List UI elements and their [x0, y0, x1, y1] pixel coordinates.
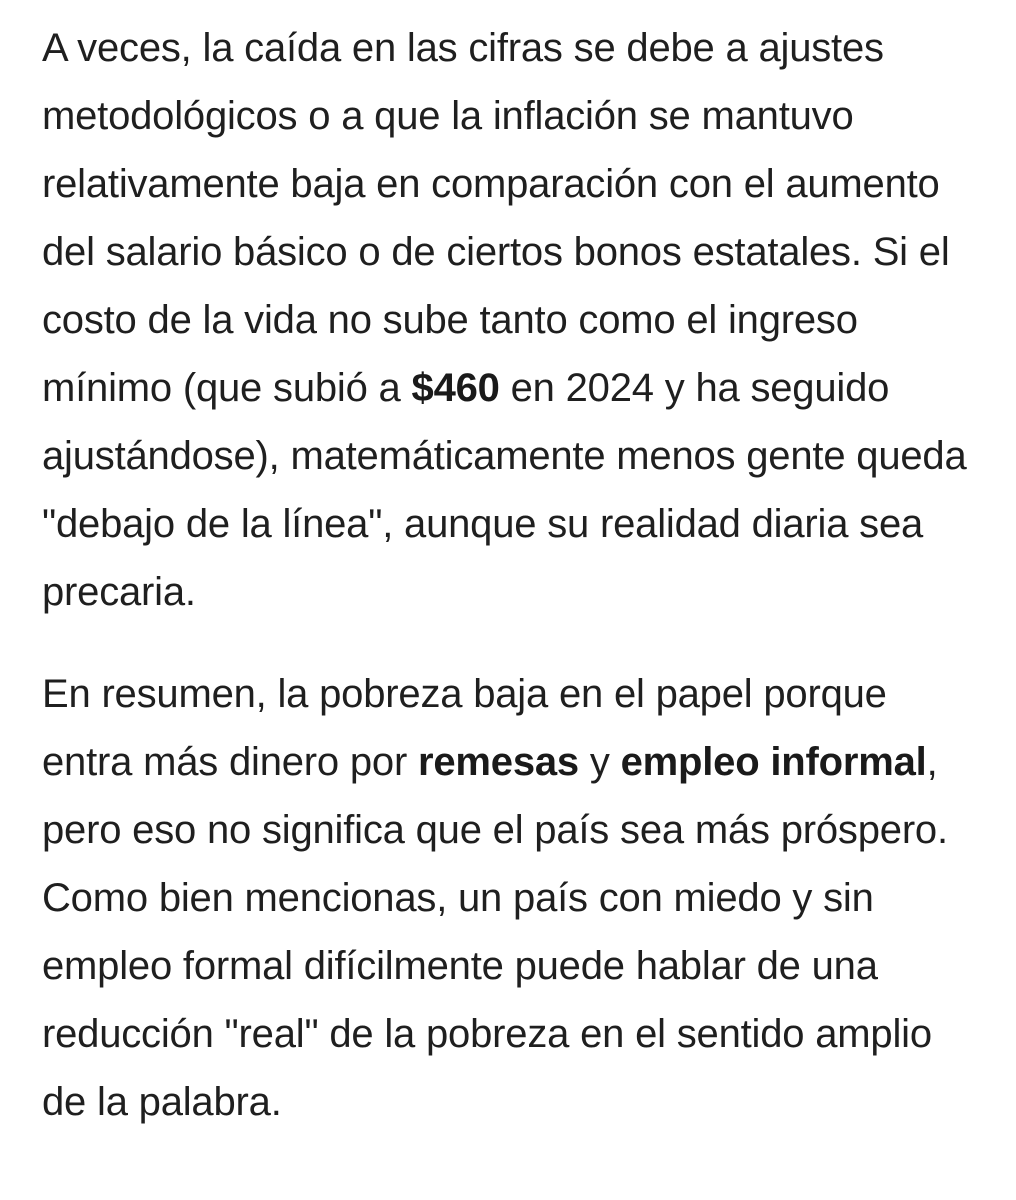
- paragraph-methodology: [42, 14, 982, 626]
- text-segment: En resumen, la pobreza baja en el papel porque entra más dinero por: [42, 672, 887, 784]
- bold-remesas: remesas: [418, 740, 579, 784]
- bold-empleo-informal: empleo informal: [620, 740, 927, 784]
- text-segment: , pero eso no significa que el país sea más próspero. Como bien mencionas, un país con miedo y sin empleo formal difícilmente puede hablar de una reducción "real" de la pobreza en el sentido amplio de la palabra.: [42, 740, 948, 1124]
- text-segment: y: [578, 740, 621, 784]
- paragraph-summary: [42, 660, 982, 1136]
- text-segment: A veces, la caída en las cifras se debe a ajustes metodológicos o a que la inflación se mantuvo relativamente baja en comparación con el aumento del salario básico o de ciertos bonos estatales. Si el costo de la vida no sube tanto como el ingreso mínimo (que subió a: [42, 26, 950, 410]
- response-text: [42, 14, 982, 1136]
- bold-amount: $460: [411, 366, 500, 410]
- text-segment: en 2024 y ha seguido ajustándose), matemáticamente menos gente queda "debajo de la línea", aunque su realidad diaria sea precaria.: [42, 366, 967, 614]
